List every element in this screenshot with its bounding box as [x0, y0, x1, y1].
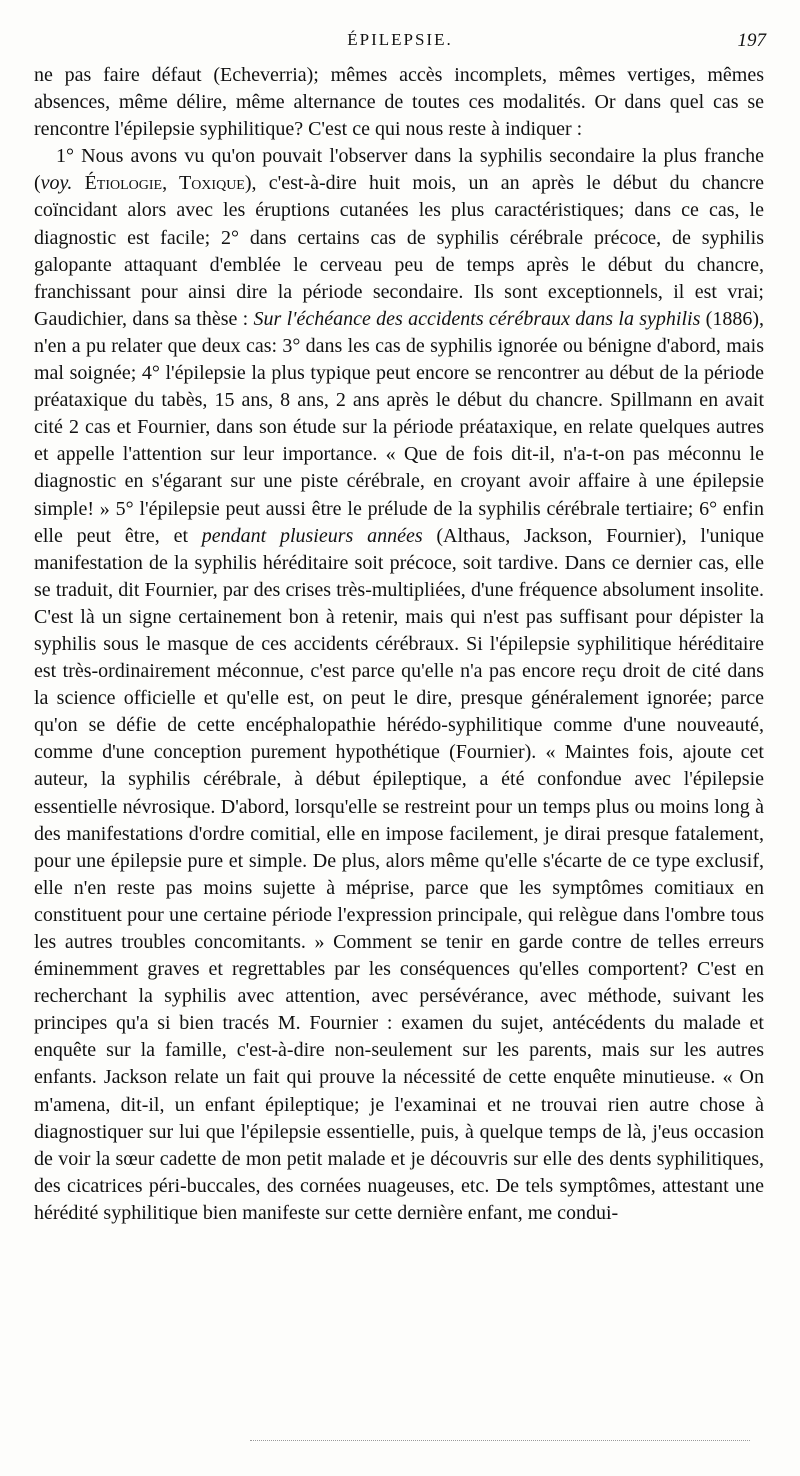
page-number: 197 — [737, 30, 766, 51]
text-segment: (Althaus, Jackson, Fournier), l'unique manifestation de la syphilis héréditaire soit précoce, soit tardive. Dans ce dernier cas, elle se traduit, dit Fournier, par des crises très-multipliées, d'une fréquence absolument insolite. C'est là un signe certainement bon à retenir, mais qui n'est pas suffisant pour dépister la syphilis sous le masque de ces accidents cérébraux. Si l'épilepsie syphilitique héréditaire est très-ordinairement méconnue, c'est parce qu'elle n'a pas encore reçu droit de cité dans la science officielle et qu'elle est, on peut le dire, presque généralement ignorée; parce qu'on se défie de cette encéphalopathie hérédo-syphilitique comme d'une nouveauté, comme d'une conception purement hypothétique (Fournier). « Maintes fois, ajoute cet auteur, la syphilis cérébrale, à début épileptique, a été confondue avec l'épilepsie essentielle névrosique. D'abord, lorsqu'elle se restreint pour un temps plus ou moins long à des manifestations d'ordre comitial, elle en impose facilement, je dirai presque fatalement, pour une épilepsie pure et simple. De plus, alors même qu'elle s'écarte de ce type exclusif, elle n'en reste pas moins sujette à méprise, parce que les symptômes comitiaux en constituent pour une certaine période l'expression principale, qui relègue dans l'ombre tous les autres troubles concomitants. » Comment se tenir en garde contre de telles erreurs éminemment graves et regrettables par les conséquences qu'elles comportent? C'est en recherchant la syphilis avec attention, avec persévérance, avec méthode, suivant les principes qu'a si bien tracés M. Fournier : examen du sujet, antécédents du malade et enquête sur la famille, c'est-à-dire non-seulement sur les parents, mais sur les autres enfants. Jackson relate un fait qui prouve la nécessité de cette enquête minutieuse. « On m'amena, dit-il, un enfant épileptique; je l'examinai et ne trouvai rien autre chose à diagnostiquer sur lui que l'épilepsie essentielle, puis, à quelque temps de là, j'eus occasion de voir la sœur cadette de mon petit malade et je découvris sur elle des dents syphilitiques, des cicatrices péri-buccales, des cornées nuageuses, etc. De tels symptômes, attestant une hérédité syphilitique bien manifeste sur cette dernière enfant, me condui- — [34, 524, 764, 1224]
paragraph-main — [34, 143, 764, 1227]
paragraph-continuation: ne pas faire défaut (Echeverria); mêmes accès incomplets, mêmes vertiges, mêmes absences, même délire, même alternance de toutes ces modalités. Or dans quel cas se rencontre l'épilepsie syphilitique? C'est ce qui nous reste à indiquer : — [34, 64, 764, 141]
cross-reference: Étiologie, Toxique — [84, 172, 245, 195]
text-segment: (1886), n'en a pu relater que deux cas: 3° dans les cas de syphilis ignorée ou bénigne d'abord, mais mal soignée; 4° l'épilepsie la plus typique peut encore se rencontrer au début de la période préataxique du tabès, 15 ans, 8 ans, 2 ans après le début du chancre. Spillmann en avait cité 2 cas et Fournier, dans son étude sur la période préataxique, en relate quelques autres et appelle l'attention sur leur importance. « Que de fois dit-il, n'a-t-on pas méconnu le diagnostic en s'égarant sur une piste cérébrale, en croyant avoir affaire à une épilepsie simple! » 5° l'épilepsie peut aussi être le prélude de la syphilis cérébrale tertiaire; 6° enfin elle peut être, et — [34, 307, 764, 547]
text-segment: 1° Nous avons vu qu'on pouvait l'observer dans la syphilis secondaire la plus franche ( — [34, 145, 764, 195]
running-head — [0, 30, 800, 56]
emphasis: pendant plusieurs années — [201, 524, 423, 547]
voy-abbrev: voy. — [40, 172, 73, 195]
text-segment: ), c'est-à-dire huit mois, un an après le début du chancre coïncidant alors avec les éruptions cutanées les plus caractéristiques; dans ce cas, le diagnostic est facile; 2° dans certains cas de syphilis cérébrale précoce, de syphilis galopante attaquant d'emblée le cerveau peu de temps après le début du chancre, franchissant pour ainsi dire la période secondaire. Ils sont exceptionnels, il est vrai; Gaudichier, dans sa thèse : — [34, 172, 764, 330]
body-text — [34, 62, 764, 1227]
bottom-rule — [250, 1440, 750, 1441]
running-title: ÉPILEPSIE. — [347, 30, 453, 49]
thesis-title: Sur l'échéance des accidents cérébraux dans la syphilis — [253, 307, 701, 330]
